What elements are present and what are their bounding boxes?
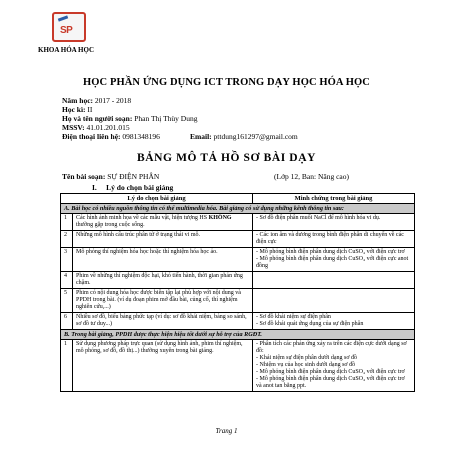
evidence-item: - Các ion âm và dương trong bình điện phân di chuyển về các điện cực: [256, 232, 404, 245]
table-row: [61, 272, 415, 289]
row-number: 5: [61, 289, 73, 313]
evidence-cell: [253, 313, 415, 330]
evidence-item: - Mô phỏng bình điện phân dung dịch CuSO₄ với điện cực trơ và anot tan bằng ppt.: [256, 376, 405, 389]
table-row: [61, 289, 415, 313]
logo-caption: KHOA HÓA HỌC: [38, 46, 95, 54]
info-author: Họ và tên người soạn: Phan Thị Thùy Dung: [62, 114, 198, 123]
evidence-item: - Phân tích các phản ứng xảy ra trên các điện cực dưới dạng sơ đồ:: [256, 341, 407, 354]
lesson-grade: (Lớp 12, Ban: Nâng cao): [274, 172, 349, 181]
header-reason: Lý do chọn bài giảng: [61, 194, 253, 204]
reason-cell: Phim về những thí nghiệm độc hại, khó tiến hành, thời gian phản ứng chậm.: [73, 272, 253, 289]
row-number: 6: [61, 313, 73, 330]
evidence-item: - Mô phỏng bình điện phân dung dịch CuSO₄ với điện cực anot đồng: [256, 256, 409, 269]
document-subtitle: BẢNG MÔ TẢ HỒ SƠ BÀI DẠY: [136, 152, 317, 164]
evidence-item: - Mô phỏng bình điện phân dung dịch CuSO₄ với điện cực trơ: [256, 369, 405, 375]
header-evidence: Minh chứng trong bài giảng: [253, 194, 415, 204]
reason-table: [60, 193, 415, 392]
page-number: Trang 1: [215, 427, 238, 435]
reason-cell: Sử dụng phương pháp trực quan (sử dụng hình ảnh, phim thí nghiệm, mô phỏng, sơ đồ, đồ thị...) thường xuyên trong bài giảng.: [73, 340, 253, 392]
table-row: [61, 231, 415, 248]
table-row: [61, 313, 415, 330]
info-phone: Điện thoại liên hệ: 0981348196: [62, 132, 160, 141]
evidence-item: - Sơ đồ khái quát ứng dụng của sự điện phân: [256, 321, 364, 327]
evidence-item: - Mô phỏng bình điện phân dung dịch CuSO₄ với điện cực trơ: [256, 249, 405, 255]
table-row: [61, 214, 415, 231]
row-number: 2: [61, 231, 73, 248]
evidence-cell: [253, 231, 415, 248]
section-b-row: [61, 330, 415, 340]
evidence-item: - Sơ đồ điện phân muối NaCl để mô hình hóa vi dụ.: [256, 215, 381, 221]
section-a-text: A. Bài học có nhiều nguồn thông tin có thể multimedia hóa. Bài giảng có sử dụng những kênh thông tin sau:: [61, 204, 415, 214]
info-email: Email: pttdung161297@gmail.com: [190, 132, 298, 141]
reason-cell: Mô phỏng thí nghiệm hóa học hoặc thí nghiệm hóa học ảo.: [73, 248, 253, 272]
reason-cell: Phim có nội dung hóa học được biên tập lại phù hợp với nội dung và PPDH trong bài. (ví dụ đoạn phim mở đầu bài, củng cố, thí nghiệm nghiên cứu,...): [73, 289, 253, 313]
section-a-row: [61, 204, 415, 214]
section-heading: I. Lý do chọn bài giảng: [92, 183, 174, 192]
evidence-cell: [253, 248, 415, 272]
row-number: 1: [61, 214, 73, 231]
evidence-item: - Sơ đồ khái niệm sự điện phân: [256, 314, 331, 320]
row-number: 1: [61, 340, 73, 392]
info-semester: Học kì: II: [62, 105, 93, 114]
logo-emblem-icon: [52, 12, 86, 42]
table-header-row: [61, 194, 415, 204]
row-number: 4: [61, 272, 73, 289]
reason-cell: Nhiều sơ đồ, biểu bảng phức tạp (ví dụ: sơ đồ khái niệm, bảng so sánh, sơ đồ tư duy...): [73, 313, 253, 330]
info-year: Năm học: 2017 - 2018: [62, 96, 132, 105]
logo-mark: SP: [60, 25, 73, 36]
evidence-cell: [253, 214, 415, 231]
reason-cell: Các hình ảnh minh họa về các mẫu vật, hiện tượng HS KHÔNG thường gặp trong cuộc sống.: [73, 214, 253, 231]
evidence-cell: [253, 289, 415, 313]
evidence-cell: [253, 340, 415, 392]
lesson-name: Tên bài soạn: SỰ ĐIỆN PHÂN: [62, 172, 160, 181]
reason-cell: Những mô hình cấu trúc phân tử ở trạng thái vi mô.: [73, 231, 253, 248]
evidence-item: - Nhiệm vụ của học sinh dưới dạng sơ đồ: [256, 362, 356, 368]
table-row: [61, 340, 415, 392]
evidence-item: - Khái niệm sự điện phân dưới dạng sơ đồ: [256, 355, 358, 361]
section-b-text: B. Trong bài giảng, PPDH được thực hiện hiệu tốt dưới sự hỗ trợ của RGĐT.: [61, 330, 415, 340]
course-title: HỌC PHẦN ỨNG DỤNG ICT TRONG DẠY HỌC HÓA HỌC: [83, 77, 370, 88]
faculty-logo: [38, 12, 98, 64]
info-student-id: MSSV: 41.01.201.015: [62, 123, 130, 132]
table-row: [61, 248, 415, 272]
row-number: 3: [61, 248, 73, 272]
evidence-cell: [253, 272, 415, 289]
